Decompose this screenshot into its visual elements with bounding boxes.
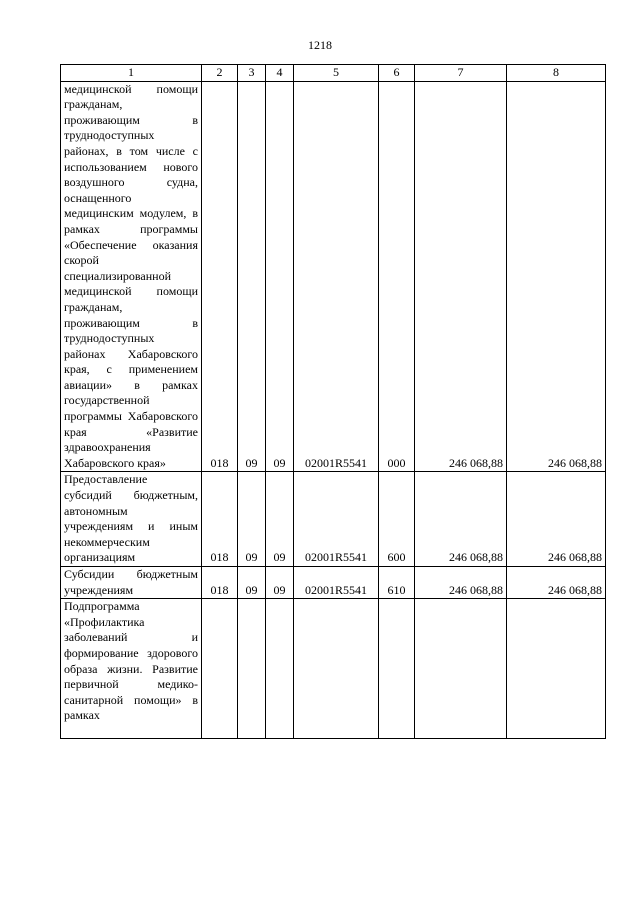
cell-subsection: 09 bbox=[266, 81, 294, 472]
cell-subsection: 09 bbox=[266, 472, 294, 567]
header-col-7: 7 bbox=[415, 65, 507, 82]
header-row bbox=[61, 65, 606, 82]
table-row bbox=[61, 599, 606, 739]
cell-grbs bbox=[202, 599, 238, 739]
header-col-4: 4 bbox=[266, 65, 294, 82]
table-row bbox=[61, 472, 606, 567]
table-row bbox=[61, 81, 606, 472]
cell-section: 09 bbox=[238, 567, 266, 599]
cell-sum-1: 246 068,88 bbox=[415, 472, 507, 567]
table-row bbox=[61, 567, 606, 599]
cell-expense-type: 610 bbox=[379, 567, 415, 599]
row-name: Субсидии бюджетным учреждениям bbox=[61, 567, 202, 599]
header-col-8: 8 bbox=[507, 65, 606, 82]
budget-table bbox=[60, 64, 606, 739]
cell-target-article: 02001R5541 bbox=[294, 567, 379, 599]
cell-section bbox=[238, 599, 266, 739]
cell-subsection bbox=[266, 599, 294, 739]
cell-subsection: 09 bbox=[266, 567, 294, 599]
cell-grbs: 018 bbox=[202, 472, 238, 567]
cell-target-article: 02001R5541 bbox=[294, 81, 379, 472]
header-col-1: 1 bbox=[61, 65, 202, 82]
page-number: 1218 bbox=[308, 38, 332, 52]
cell-expense-type: 000 bbox=[379, 81, 415, 472]
cell-section: 09 bbox=[238, 472, 266, 567]
cell-target-article: 02001R5541 bbox=[294, 472, 379, 567]
cell-sum-2: 246 068,88 bbox=[507, 472, 606, 567]
header-col-5: 5 bbox=[294, 65, 379, 82]
cell-sum-1: 246 068,88 bbox=[415, 81, 507, 472]
cell-target-article bbox=[294, 599, 379, 739]
cell-sum-2: 246 068,88 bbox=[507, 81, 606, 472]
cell-section: 09 bbox=[238, 81, 266, 472]
cell-sum-1: 246 068,88 bbox=[415, 567, 507, 599]
row-name: медицинской помощи гражданам, проживающим в труднодоступных районах, в том числе с использованием нового воздушного судна, оснащенного медицинским модулем, в рамках программы «Обеспечение оказания скорой специализированной медицинской помощи гражданам, проживающим в труднодоступных районах Хабаровского края, с применением авиации» в рамках государственной программы Хабаровского края «Развитие здравоохранения Хабаровского края» bbox=[61, 81, 202, 472]
header-col-6: 6 bbox=[379, 65, 415, 82]
cell-expense-type bbox=[379, 599, 415, 739]
header-col-2: 2 bbox=[202, 65, 238, 82]
cell-sum-2: 246 068,88 bbox=[507, 567, 606, 599]
cell-expense-type: 600 bbox=[379, 472, 415, 567]
header-col-3: 3 bbox=[238, 65, 266, 82]
cell-sum-1 bbox=[415, 599, 507, 739]
row-name: Подпрограмма «Профилактика заболеваний и формирование здорового образа жизни. Развитие первичной медико-санитарной помощи» в рамках bbox=[61, 599, 202, 739]
cell-sum-2 bbox=[507, 599, 606, 739]
cell-grbs: 018 bbox=[202, 567, 238, 599]
cell-grbs: 018 bbox=[202, 81, 238, 472]
row-name: Предоставление субсидий бюджетным, автономным учреждениям и иным некоммерческим организациям bbox=[61, 472, 202, 567]
